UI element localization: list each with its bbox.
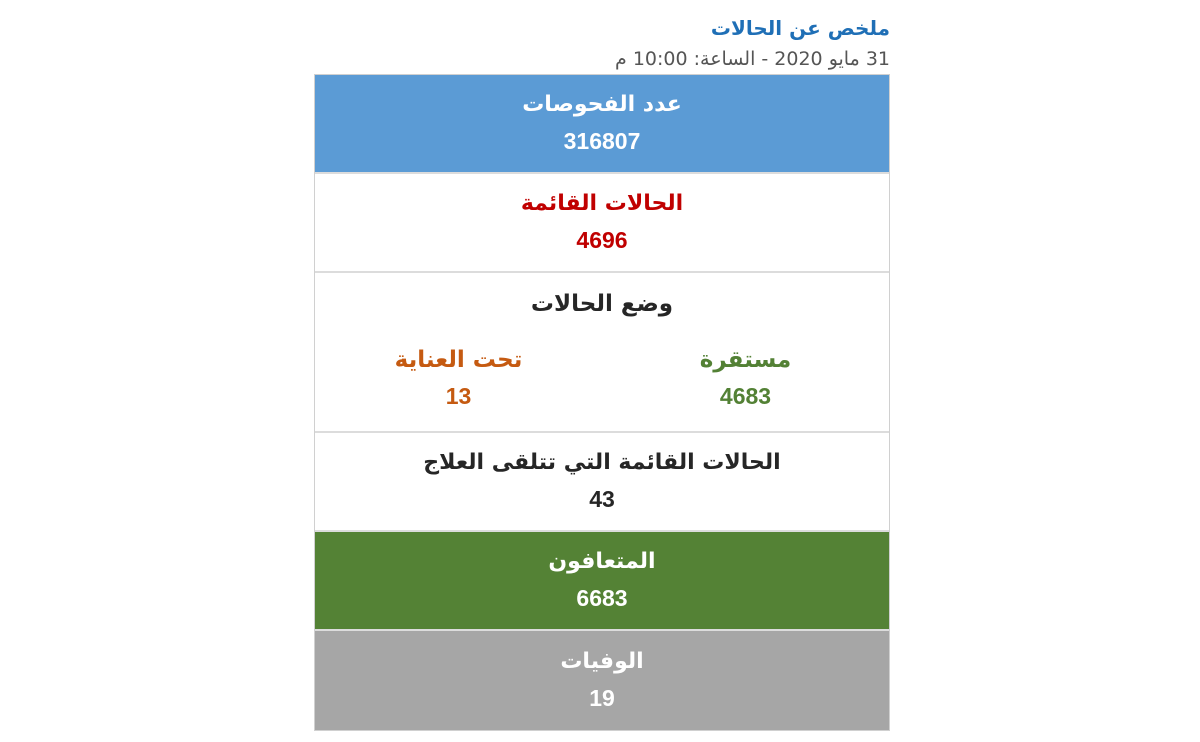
icu-cases [315, 343, 602, 415]
treated-cases-box [315, 433, 889, 532]
stable-cases-value: 4683 [719, 383, 772, 409]
treated-cases-value: 43 [589, 485, 615, 512]
stable-cases [602, 343, 889, 415]
active-cases-box [315, 174, 889, 273]
treated-cases-label: الحالات القائمة التي تتلقى العلاج [423, 449, 781, 475]
summary-header [290, 14, 890, 74]
icu-cases-value: 13 [445, 383, 472, 409]
tests-label: عدد الفحوصات [522, 91, 682, 117]
case-status-box [315, 273, 889, 433]
active-cases-value: 4696 [576, 226, 628, 253]
icu-cases-label: تحت العناية [394, 347, 523, 373]
page-title: ملخص عن الحالات [710, 16, 890, 40]
active-cases-label: الحالات القائمة [520, 190, 684, 216]
recovered-value: 6683 [576, 584, 628, 611]
recovered-box [315, 532, 889, 631]
deaths-label: الوفيات [560, 648, 644, 674]
update-timestamp: 31 مايو 2020 - الساعة: 10:00 م [615, 48, 890, 70]
deaths-value: 19 [589, 684, 615, 711]
recovered-label: المتعافون [548, 548, 656, 574]
tests-value: 316807 [563, 127, 641, 154]
stable-cases-label: مستقرة [699, 347, 792, 373]
case-status-label: وضع الحالات [530, 291, 674, 317]
stats-panel [314, 74, 890, 731]
tests-box [315, 75, 889, 174]
deaths-box [315, 631, 889, 730]
case-status-columns [315, 343, 889, 415]
